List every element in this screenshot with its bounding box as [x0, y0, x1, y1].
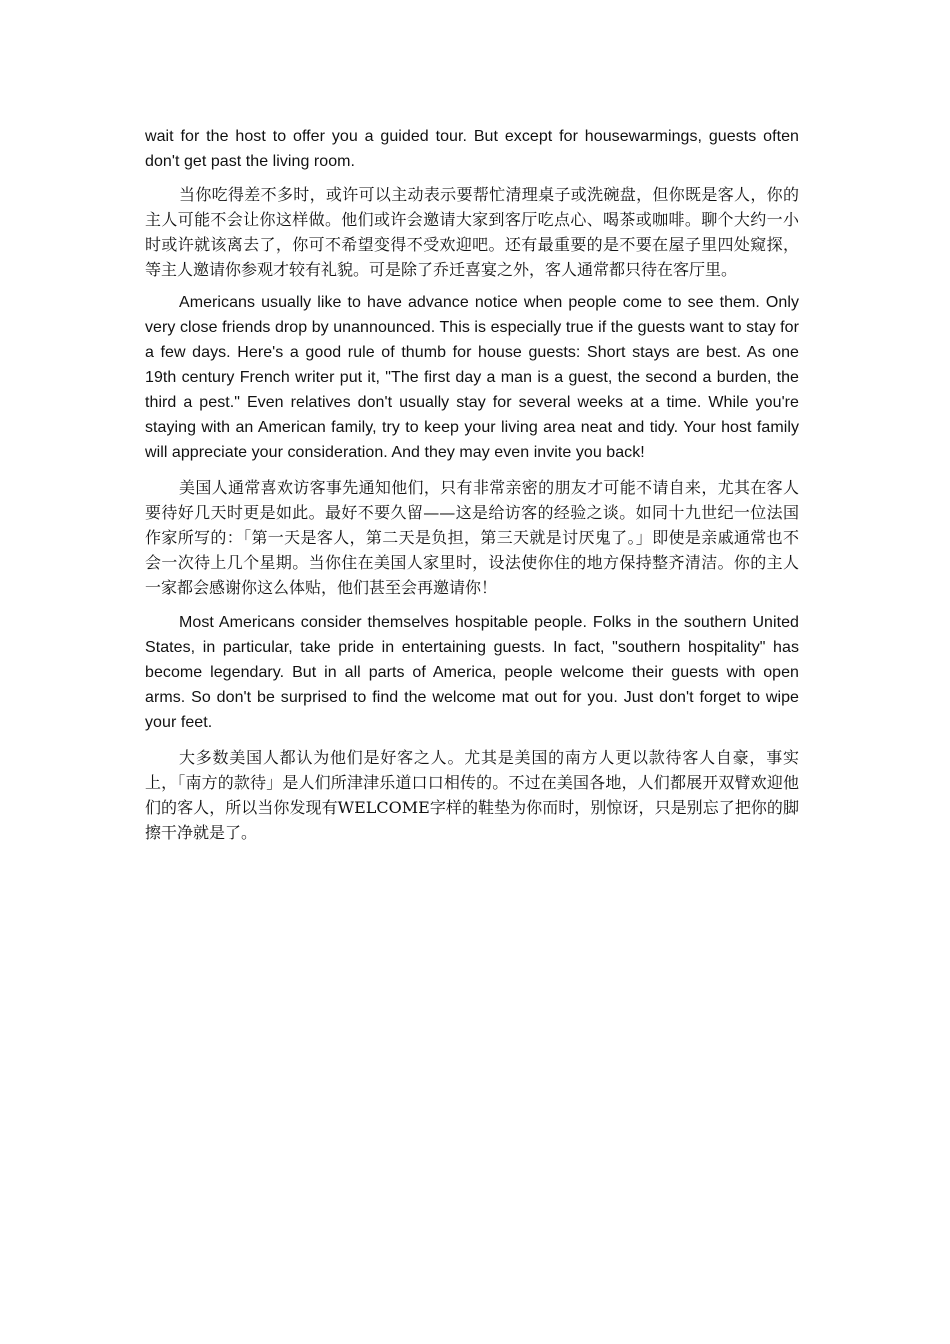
paragraph-zh-hospitality: 大多数美国人都认为他们是好客之人。尤其是美国的南方人更以款待客人自豪，事实上，「南方的款待」是人们所津津乐道口口相传的。不过在美国各地，人们都展开双臂欢迎他们的客人，所以当你发现有WELCOME字样的鞋垫为你而时，别惊讶，只是别忘了把你的脚擦干净就是了。 — [145, 748, 799, 842]
paragraph-zh-dinner-etiquette: 当你吃得差不多时，或许可以主动表示要帮忙清理桌子或洗碗盘，但你既是客人，你的主人可能不会让你这样做。他们或许会邀请大家到客厅吃点心、喝茶或咖啡。聊个大约一小时或许就该离去了，你可不希望变得不受欢迎吧。还有最重要的是不要在屋子里四处窥探，等主人邀请你参观才较有礼貌。可是除了乔迁喜宴之外，客人通常都只待在客厅里。 — [145, 185, 799, 279]
document-page — [145, 124, 799, 855]
paragraph-en-hospitality: Most Americans consider themselves hospitable people. Folks in the southern United States, in particular, take pride in entertaining guests. In fact, "southern hospitality" has become legendary. But in all parts of America, people welcome their guests with open arms. So don't be surprised to find the welcome mat out for you. Just don't forget to wipe your feet. — [145, 614, 799, 731]
paragraph-en-advance-notice: Americans usually like to have advance notice when people come to see them. Only very close friends drop by unannounced. This is especially true if the guests want to stay for a few days. Here's a good rule of thumb for house guests: Short stays are best. As one 19th century French writer put it, "The first day a man is a guest, the second a burden, the third a pest." Even relatives don't usually stay for several weeks at a time. While you're staying with an American family, try to keep your living area neat and tidy. Your host family will appreciate your consideration. And they may even invite you back! — [145, 294, 799, 461]
paragraph-en-continuation: wait for the host to offer you a guided tour. But except for housewarmings, guests often don't get past the living room. — [145, 128, 799, 170]
paragraph-zh-advance-notice: 美国人通常喜欢访客事先通知他们，只有非常亲密的朋友才可能不请自来，尤其在客人要待好几天时更是如此。最好不要久留——这是给访客的经验之谈。如同十九世纪一位法国作家所写的：「第一天是客人，第二天是负担，第三天就是讨厌鬼了。」即使是亲戚通常也不会一次待上几个星期。当你住在美国人家里时，设法使你住的地方保持整齐清洁。你的主人一家都会感谢你这么体贴，他们甚至会再邀请你！ — [145, 478, 799, 597]
